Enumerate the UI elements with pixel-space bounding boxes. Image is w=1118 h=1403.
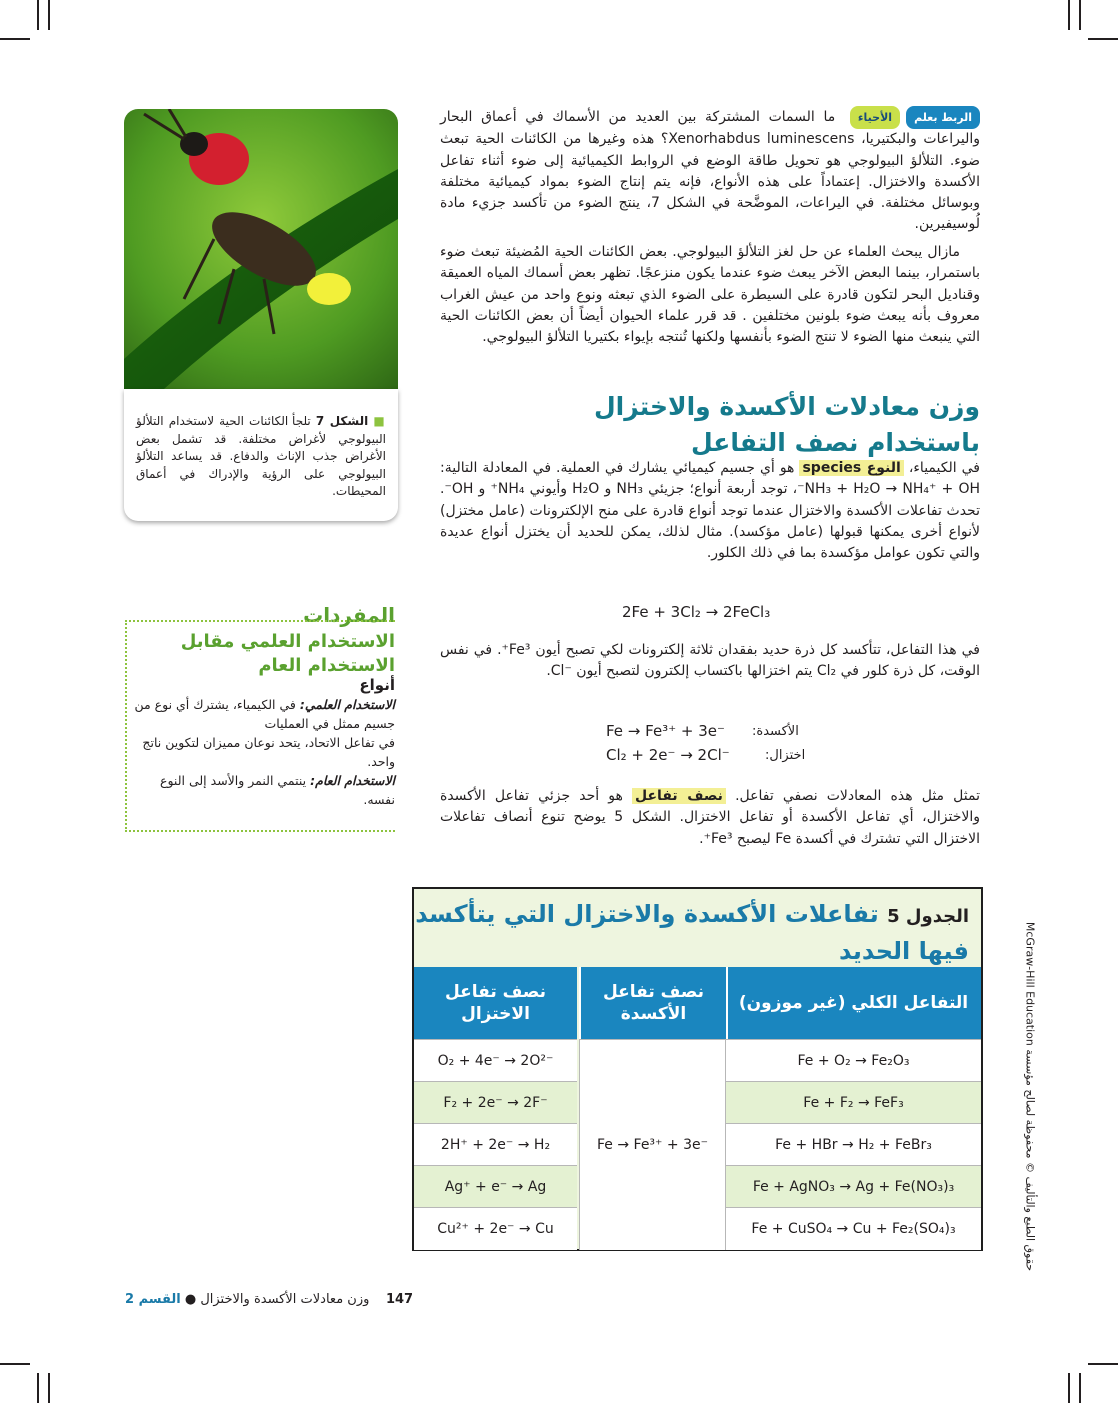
- crop-mark: [1088, 1363, 1118, 1365]
- table-title-text: تفاعلات الأكسدة والاختزال التي يتأكسد فيها الحديد: [415, 900, 969, 965]
- footer-bullet-icon: ●: [184, 1292, 197, 1307]
- half-before: تمثل مثل هذه المعادلات نصفي تفاعل.: [735, 788, 981, 804]
- half-after: هو أحد جزئي تفاعل الأكسدة والاختزال، أي تفاعل الأكسدة أو تفاعل الاختزال. الشكل 5 يوضح تنوع أنصاف تفاعلات الاختزال التي تشترك في أكسدة Fe ليصبح Fe³⁺.: [440, 788, 980, 847]
- footer-title: وزن معادلات الأكسدة والاختزال: [200, 1292, 370, 1307]
- link-tag-subject: الأحياء: [850, 106, 900, 129]
- table-label: الجدول 5: [887, 906, 969, 927]
- cell-reduction: Ag⁺ + e⁻ → Ag: [414, 1165, 577, 1208]
- vocab-subtitle: الاستخدام العلمي مقابل الاستخدام العام: [180, 631, 395, 676]
- figure-caption-box: [124, 389, 398, 521]
- vocab-common-label: الاستخدام العام:: [310, 773, 395, 788]
- page-number: 147: [385, 1292, 414, 1307]
- oxidation-half-equation: Fe → Fe³⁺ + 3e⁻: [606, 722, 725, 740]
- vocab-sci-label: الاستخدام العلمي:: [299, 697, 395, 712]
- header-reduction: نصف تفاعل الاختزال: [414, 967, 577, 1039]
- figure-caption: ■ الشكل 7 تلجأ الكائنات الحية لاستخدام التلألؤ البيولوجي لأغراض مختلفة. قد تشمل بعض الأغراض جذب الإناث والدفاع. قد يساعد التلألؤ البيولوجي على الرؤية والإدراك في أعماق المحيطات.: [136, 414, 386, 498]
- cell-overall: Fe + HBr → H₂ + FeBr₃: [726, 1123, 981, 1166]
- page-footer: [125, 1292, 415, 1307]
- reduction-half-equation: Cl₂ + 2e⁻ → 2Cl⁻: [606, 746, 730, 764]
- main-equation: 2Fe + 3Cl₂ → 2FeCl₃: [622, 603, 771, 621]
- cell-oxidation: Fe → Fe³⁺ + 3e⁻: [579, 1039, 726, 1250]
- crop-mark: [1088, 38, 1118, 40]
- crop-mark: [37, 0, 39, 30]
- vocab-body: [125, 676, 395, 809]
- crop-mark: [1068, 0, 1070, 30]
- copyright-sidebar: [1020, 920, 1040, 1280]
- crop-mark: [1079, 0, 1081, 30]
- vocab-common-text: ينتمي النمر والأسد إلى النوع نفسه.: [160, 773, 395, 807]
- link-tag-label: الربط بعلم: [906, 106, 980, 129]
- crop-mark: [37, 1373, 39, 1403]
- crop-mark: [48, 0, 50, 30]
- reactions-table: [412, 887, 983, 1251]
- half-reaction-term: نصف تفاعل: [632, 788, 726, 804]
- footer-section: القسم 2: [125, 1292, 181, 1307]
- reduction-label: اختزال:: [765, 748, 806, 763]
- section-heading-line1: وزن معادلات الأكسدة والاختزال: [593, 392, 980, 421]
- cell-overall: Fe + O₂ → Fe₂O₃: [726, 1039, 981, 1082]
- vocab-word: أنواع: [359, 676, 395, 694]
- paragraph-reaction: في هذا التفاعل، تتأكسد كل ذرة حديد بفقدان ثلاثة إلكترونات لكي تصبح أيون Fe³⁺. في نفس الوقت، كل ذرة كلور في Cl₂ يتم اختزالها باكتساب إلكترون لتصبح أيون ⁻Cl.: [440, 642, 980, 680]
- figure-caption-text: تلجأ الكائنات الحية لاستخدام التلألؤ البيولوجي لأغراض مختلفة. قد تشمل بعض الأغراض جذب الإناث والدفاع. قد يساعد التلألؤ البيولوجي على الرؤية والإدراك في أعماق المحيطات.: [136, 414, 386, 498]
- species-after: هو أي جسيم كيميائي يشارك في العملية. في المعادلة التالية: NH₃ + H₂O → NH₄⁺ + OH⁻، توجد أربعة أنواع؛ جزيئي NH₃ و H₂O وأيوني NH₄⁺ و OH⁻. تحدث تفاعلات الأكسدة والاختزال عندما توجد أنواع قادرة على منح الإلكترونات (عامل مختزل) لأنواع أخرى يمكنها قبولها (عامل مؤكسد). مثال لذلك، يمكن للحديد أن يختزل أنواع عديدة والتي تكون عوامل مؤكسدة بما في ذلك الكلور.: [440, 460, 980, 562]
- cell-overall: Fe + AgNO₃ → Ag + Fe(NO₃)₃: [726, 1165, 981, 1208]
- vocab-sci-text: في الكيمياء، يشترك أي نوع من جسيم ممثل في العمليات: [134, 697, 395, 731]
- section-heading-line2: باستخدام نصف التفاعل: [690, 428, 980, 457]
- copyright-text: حقوق الطبع والتأليف © محفوظة لصالح مؤسسة McGraw-Hill Education: [1023, 921, 1037, 1272]
- crop-mark: [1068, 1373, 1070, 1403]
- link-paragraph: [440, 106, 980, 236]
- species-term: النوع species: [799, 460, 903, 476]
- cell-reduction: F₂ + 2e⁻ → 2F⁻: [414, 1081, 577, 1124]
- crop-mark: [48, 1373, 50, 1403]
- species-before: في الكيمياء،: [908, 460, 981, 476]
- firefly-photo: [124, 109, 398, 389]
- link-text: ما السمات المشتركة بين العديد من الأسماك في أعماق البحار واليراعات والبكتيريا، Xenorhabdus luminescens؟ هذه وغيرها من الكائنات الحية تبعث ضوء. التلألؤ البيولوجي هو تحويل طاقة الوضع في الروابط الكيميائية إلى ضوء أثناء تفاعل الأكسدة والاختزال. إعتماداً على هذه الأنواع، فإنه يتم إنتاج الضوء بمواد كيميائية مختلفة وبوسائل مختلفة. في اليراعات، الموضَّحة في الشكل 7، ينتج الضوء من تأكسد جزيء مادة لُوسيفيرين.: [440, 109, 980, 233]
- crop-mark: [1079, 1373, 1081, 1403]
- paragraph-half-reaction: [440, 786, 980, 850]
- paragraph-species: [440, 458, 980, 564]
- cell-reduction: O₂ + 4e⁻ → 2O²⁻: [414, 1039, 577, 1082]
- vocab-border: [125, 830, 395, 832]
- crop-mark: [0, 1363, 30, 1365]
- crop-mark: [0, 38, 30, 40]
- vocab-title: المفردات: [303, 603, 395, 627]
- cell-overall: Fe + CuSO₄ → Cu + Fe₂(SO₄)₃: [726, 1207, 981, 1250]
- cell-overall: Fe + F₂ → FeF₃: [726, 1081, 981, 1124]
- header-oxidation: نصف تفاعل الأكسدة: [579, 967, 728, 1039]
- vocab-example: في تفاعل الاتحاد، يتحد نوعان مميزان لتكوين ناتج واحد.: [142, 735, 395, 769]
- cell-reduction: 2H⁺ + 2e⁻ → H₂: [414, 1123, 577, 1166]
- figure-label: الشكل 7: [315, 414, 369, 428]
- header-overall: التفاعل الكلي (غير موزون): [726, 967, 981, 1039]
- oxidation-label: الأكسدة:: [752, 724, 799, 739]
- cell-reduction: Cu²⁺ + 2e⁻ → Cu: [414, 1207, 577, 1250]
- table-title: [414, 897, 969, 968]
- paragraph-bioluminescence: مازال يبحث العلماء عن حل لغز التلألؤ البيولوجي. بعض الكائنات الحية المُضيئة تبعث ضوء باستمرار، بينما البعض الآخر يبعث ضوء عندما يكون منزعجًا. تظهر بعض أسماك المياه العميقة وقناديل البحر لتكون قادرة على السيطرة على الضوء الذي تبعثه ونوع واحد من عيش الغراب معروف بأنه يبعث ضوء بلونين مختلفين . قد قرر علماء الحيوان أيضاً أن بعض الكائنات الحية التي ينبعث منها الضوء لا تنتج الضوء بأنفسها ولكنها تُنتجه بإيواء بكتيريا التلألؤ البيولوجي.: [440, 244, 980, 346]
